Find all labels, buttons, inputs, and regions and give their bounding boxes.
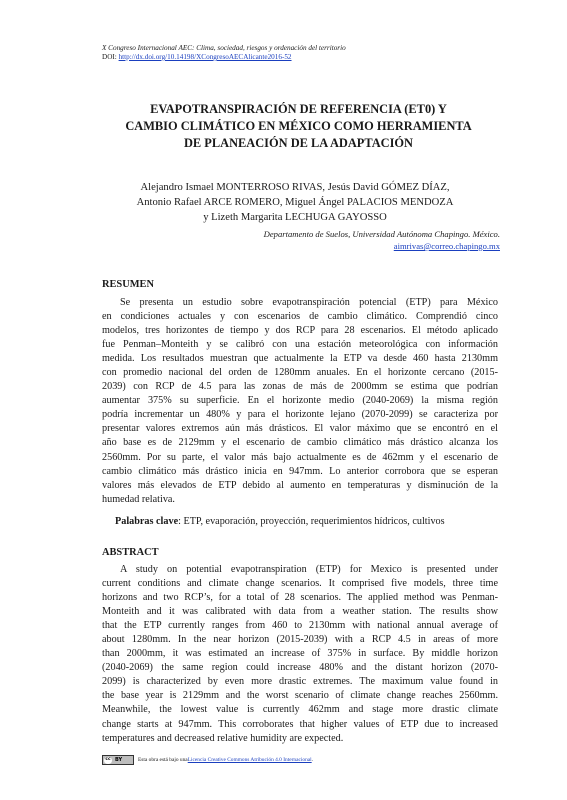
text-line: current conditions and climate change scenarios. It comprised five models, three time [102,578,498,590]
license-link[interactable]: Licencia Creative Commons Atribución 4.0 Internacional [187,757,312,763]
text-line: the base year is 2129mm and the worst scenario of climate change reaches 2560mm. [102,690,498,702]
license-text: Esta obra está bajo una [138,757,188,763]
text-line: podría incrementar un 480% y para el horizonte lejano (2070-2099) se caracteriza por [102,409,498,421]
doi-link[interactable]: http://dx.doi.org/10.14198/XCongresoAECAlicante2016-52 [118,53,292,61]
text-line: that the ETP currently ranges from 460 to 2130mm with national annual average of [102,620,498,632]
journal-header: X Congreso Internacional AEC: Clima, sociedad, riesgos y ordenación del territorio [102,44,346,52]
title-line-2: CAMBIO CLIMÁTICO EN MÉXICO COMO HERRAMIENTA [125,119,472,133]
keywords-text: : ETP, evaporación, proyección, requerimientos hídricos, cultivos [178,516,445,527]
paper-title [100,101,497,152]
text-line: año base es de 2129mm y el escenario de cambio climático más drástico alcanza los [102,437,498,449]
keywords-label: Palabras clave [115,516,179,527]
text-line: A study on potential evapotranspiration (ETP) for Mexico is presented under [120,564,498,575]
text-line: medida. Los resultados muestran que actualmente la ETP va desde 460 hasta 2130mm [102,353,498,365]
text-line: than 2000mm, it was estimated an increase of 375% in surface. By middle horizon [102,648,498,660]
abstract-paragraph [102,563,498,746]
text-line: en condiciones actuales y con escenarios de cambio climático. Comprendió cinco [102,311,498,323]
cc-by-badge-icon[interactable] [102,755,134,765]
doi-label: DOI: [102,53,119,61]
text-line: aumentar 375% su superficie. En el horizonte medio (2040-2069) la misma región [102,395,498,407]
text-line: fue Penman–Monteith y se calibró con una estación meteorológica con información [102,339,498,351]
email-link[interactable]: aimrivas@correo.chapingo.mx [393,241,500,251]
text-line: Monteith and it was calibrated with data from a weather station. The results show [102,606,498,618]
license-footer [102,755,313,765]
text-line: horizons and two RCP’s, for a total of 28 scenarios. The applied method was Penman- [102,592,498,604]
cc-mark: cc [105,757,111,762]
text-line: cambio climático más drástico inicia en 947mm. Lo anterior corrobora que se esperan [102,465,498,477]
author-list [90,180,500,225]
text-line: con promedio nacional del orden de 1280mm anuales. En el horizonte cercano (2015- [102,367,498,379]
doi-line [102,53,502,62]
title-line-3: DE PLANEACIÓN DE LA ADAPTACIÓN [183,136,414,150]
text-line: Meanwhile, the lowest value is currently 462mm and stage more drastic climate [102,704,498,716]
text-line: 2099) is characterized by even more drastic extremes. The maximum value found in [102,676,498,688]
resumen-paragraph [102,296,498,507]
text-line: valores más elevados de ETP debido al aumento en temperaturas y disminución de la [102,479,498,491]
authors-line-1: Alejandro Ismael MONTERROSO RIVAS, Jesús David GÓMEZ DÍAZ, [140,182,450,193]
text-line: humedad relativa. [102,493,175,505]
resumen-heading: RESUMEN [102,279,154,290]
text-line: Se presenta un estudio sobre evapotranspiración potencial (ETP) para México [120,297,498,308]
abstract-heading: ABSTRACT [102,547,159,558]
authors-line-2: Antonio Rafael ARCE ROMERO, Miguel Ángel PALACIOS MENDOZA [136,197,454,208]
affiliation [180,228,500,252]
keywords [115,515,505,528]
text-line: 2560mm. Por su parte, el valor más bajo actualmente es de 462mm y el escenario de [102,451,498,463]
text-line: presentar valores extremos aún más drásticos. El valor máximo que se encontró en el [102,423,498,435]
text-line: temperatures and decreased relative humidity are expected. [102,732,344,744]
department: Departamento de Suelos, Universidad Autónoma Chapingo. México. [263,229,500,239]
by-mark: BY [115,757,123,763]
text-line: about 1280mm. In the near horizon (2015-2039) with a RCP 4.5 in areas of more [102,634,498,646]
text-line: 2039) con RCP de 4.5 para las zonas de más de 2000mm se estima que podrían [102,381,498,393]
license-end: . [311,757,314,763]
authors-line-3: y Lizeth Margarita LECHUGA GAYOSSO [203,212,387,223]
title-line-1: EVAPOTRANSPIRACIÓN DE REFERENCIA (ET0) Y [150,102,447,116]
text-line: change starts at 947mm. This corroborates that higher values of ETP due to increased [102,718,498,730]
text-line: (2040-2069) the same region could increase 480% and the distant horizon (2070- [102,662,498,674]
text-line: modelos, tres horizontes de tiempo y dos RCP para 28 escenarios. El método aplicado [102,325,498,337]
